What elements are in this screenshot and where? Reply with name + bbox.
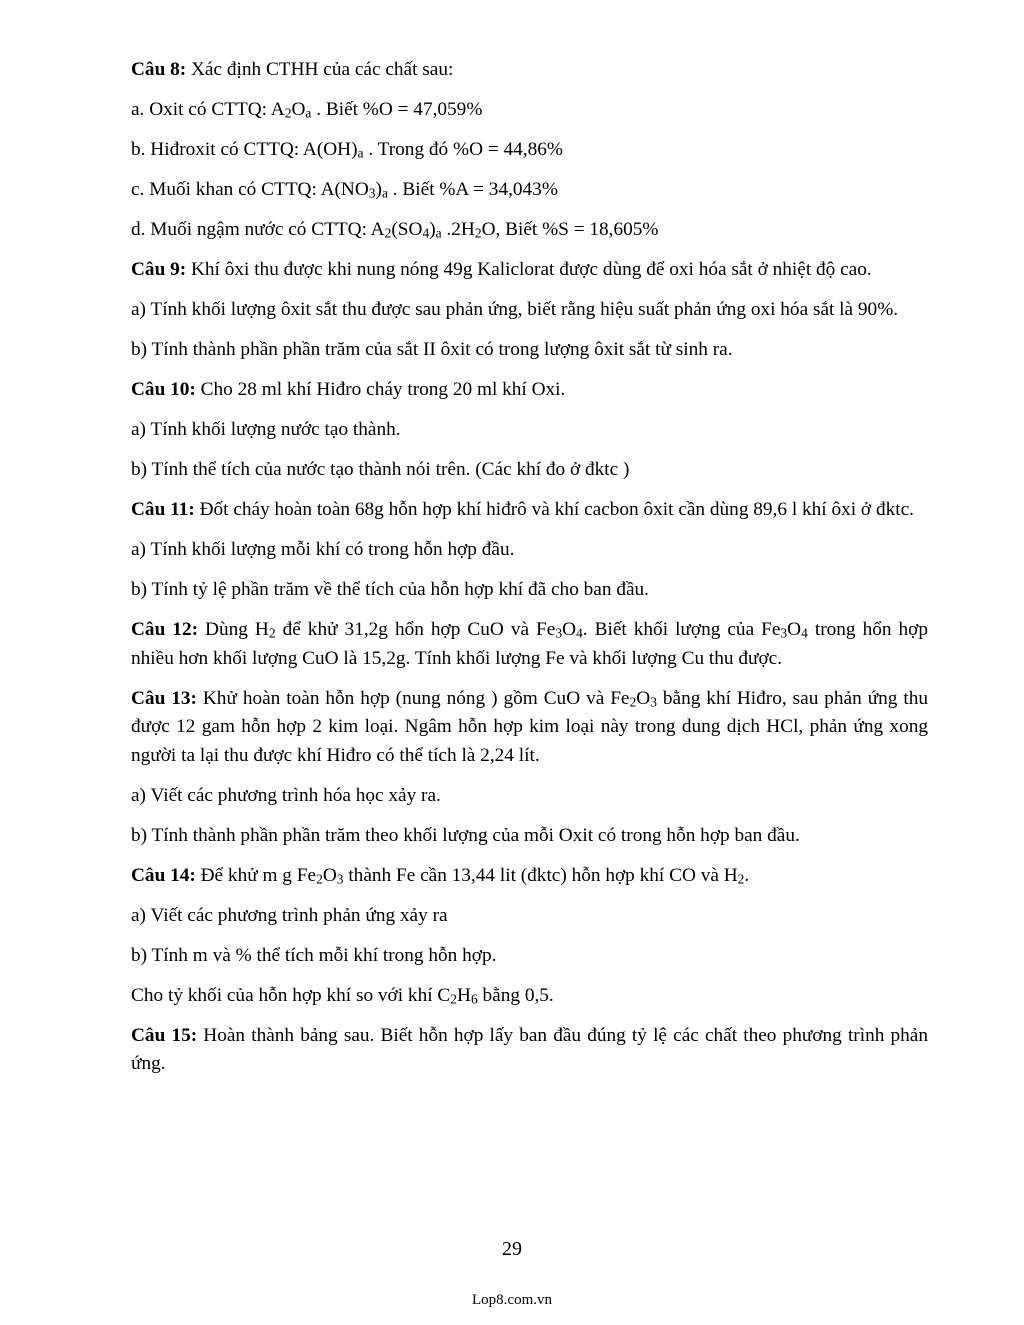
question-8-part-c: c. Muối khan có CTTQ: $A(NO_3)_a$ . Biết %A = 34,043% <box>131 179 558 201</box>
question-8 <box>131 56 928 85</box>
question-8-part-b: b. Hiđroxit có CTTQ: $A(OH)_a$ . Trong đó %O = 44,86% <box>131 139 563 161</box>
question-14-note: Cho tỷ khối của hỗn hợp khí so với khí $C_2H_6$ bằng 0,5. <box>131 984 554 1007</box>
question-11 <box>131 496 928 525</box>
question-label: Câu 9: <box>131 259 187 280</box>
question-12: Câu 12: Dùng $H_2$ để khử 31,2g hổn hợp CuO và $Fe_3O_4$. Biết khối lượng của $Fe_3O_4$ trong hổn hợp nhiều hơn khối lượng CuO là 15,2g. Tính khối lượng Fe và khối lượng Cu thu được. <box>131 619 929 669</box>
question-text: Hoàn thành bảng sau. Biết hỗn hợp lấy ban đầu đúng tỷ lệ các chất theo phương trình phản ứng. <box>131 1024 928 1074</box>
question-9 <box>131 256 928 285</box>
document-body <box>131 56 928 1090</box>
question-label: Câu 10: <box>131 379 196 400</box>
question-label: Câu 13: <box>131 687 197 709</box>
question-label: Câu 12: <box>131 619 199 640</box>
question-10-part-a: a) Tính khối lượng nước tạo thành. <box>131 419 401 440</box>
question-15 <box>131 1022 928 1079</box>
question-11-part-b: b) Tính tỷ lệ phần trăm về thể tích của hỗn hợp khí đã cho ban đầu. <box>131 579 649 600</box>
question-9-part-b: b) Tính thành phần phần trăm của sắt II ôxit có trong lượng ôxit sắt từ sinh ra. <box>131 339 733 360</box>
question-text: Đốt cháy hoàn toàn 68g hỗn hợp khí hiđrô và khí cacbon ôxit cần dùng 89,6 l khí ôxi ở đktc. <box>194 499 914 520</box>
question-8-part-d: d. Muối ngậm nước có CTTQ: $A_2(SO_4)_a$ $.2H_2O$, Biết %S = 18,605% <box>131 219 659 241</box>
question-label: Câu 11: <box>131 499 195 520</box>
question-13: Câu 13: Khử hoàn toàn hỗn hợp (nung nóng ) gồm CuO và $Fe_2O_3$ bằng khí Hiđro, sau phản ứng thu được 12 gam hỗn hợp 2 kim loại. Ngâm hỗn hợp kim loại này trong dung dịch HCl, phản ứng xong người ta lại thu được khí Hiđro có thể tích là 2,24 lít. <box>131 687 929 766</box>
question-13-part-b: b) Tính thành phần phần trăm theo khối lượng của mỗi Oxit có trong hỗn hợp ban đầu. <box>131 824 800 846</box>
question-text: Khí ôxi thu được khi nung nóng 49g Kaliclorat được dùng để oxi hóa sắt ở nhiệt độ cao. <box>186 259 872 280</box>
question-11-part-a: a) Tính khối lượng mỗi khí có trong hỗn hợp đầu. <box>131 539 515 560</box>
footer-site-name: Lop8.com.vn <box>472 1292 552 1308</box>
question-10-part-b: b) Tính thể tích của nước tạo thành nói trên. (Các khí đo ở đktc ) <box>131 459 630 480</box>
question-14-part-b: b) Tính m và % thể tích mỗi khí trong hỗn hợp. <box>131 944 497 966</box>
question-14-part-a: a) Viết các phương trình phản ứng xảy ra <box>131 904 448 926</box>
question-label: Câu 14: <box>131 864 196 886</box>
question-8-part-a: a. Oxit có CTTQ: $A_2O_a$ . Biết %O = 47,059% <box>131 99 483 121</box>
question-9-part-a: a) Tính khối lượng ôxit sắt thu được sau phản ứng, biết rằng hiệu suất phản ứng oxi hóa sắt là 90%. <box>131 299 899 320</box>
question-label: Câu 8: <box>131 59 187 80</box>
question-10 <box>131 376 928 405</box>
question-text: Xác định CTHH của các chất sau: <box>186 59 454 80</box>
question-13-part-a: a) Viết các phương trình hóa học xảy ra. <box>131 784 441 806</box>
page-number: 29 <box>502 1238 522 1260</box>
question-label: Câu 15: <box>131 1024 198 1046</box>
question-text: Cho 28 ml khí Hiđro cháy trong 20 ml khí Oxi. <box>195 379 566 400</box>
question-14: Câu 14: Để khử m g $Fe_2O_3$ thành Fe cần 13,44 lit (đktc) hỗn hợp khí CO và $H_2$. <box>131 864 750 887</box>
